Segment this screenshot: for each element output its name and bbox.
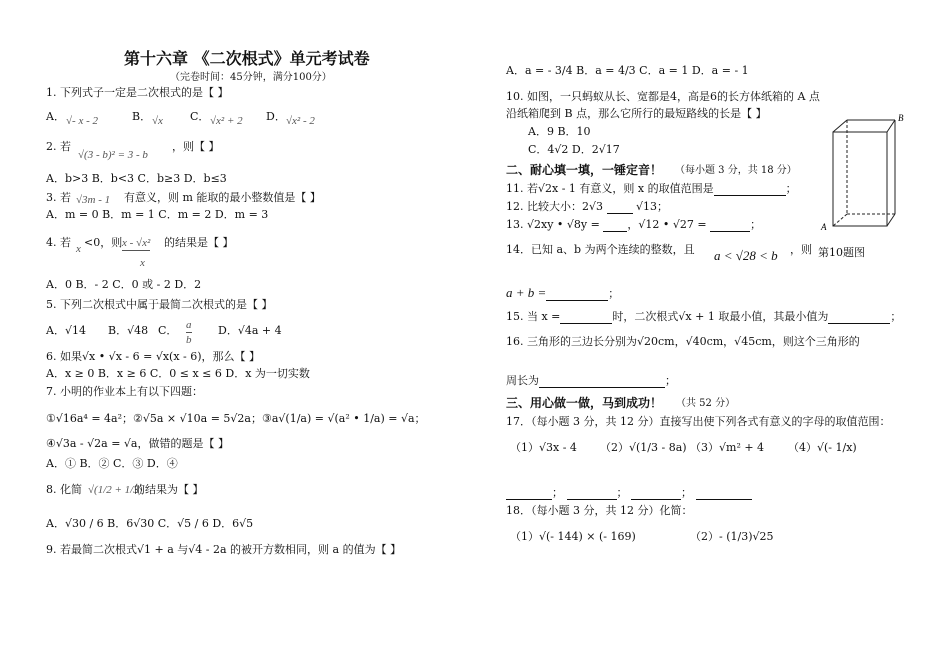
q8-stem-a: 8. 化简: [46, 483, 82, 496]
q2-stem-a: 2. 若: [46, 140, 71, 153]
q14-stem: 14．已知 a、b 为两个连续的整数，且: [506, 243, 695, 256]
q17-blank-2[interactable]: [567, 488, 617, 500]
label-a: A: [821, 222, 827, 232]
cuboid-front-face: [833, 132, 887, 226]
q14-sum-label: a + b =: [506, 285, 547, 300]
cuboid-hidden-depth-edge: [833, 214, 847, 226]
q12-blank[interactable]: [607, 202, 633, 214]
q17-stem: 17．（每小题 3 分，共 12 分）直接写出使下列各式有意义的字母的取值范围：: [506, 415, 891, 428]
q11-text: [506, 182, 797, 196]
section-2-note: （每小题 3 分，共 18 分）: [675, 165, 797, 176]
q15-mid: 时，二次根式√x + 1 取最小值，其最小值为: [612, 310, 829, 323]
q4-options: A．0 B．- 2 C．0 或 - 2 D．2: [46, 278, 202, 291]
q3-stem-b: 有意义，则 m 能取的最小整数值是【 】: [124, 191, 321, 204]
q13-blank-1[interactable]: [603, 220, 627, 232]
q13-tail: ；: [750, 218, 762, 231]
q1-opt-a: √- x - 2: [66, 115, 98, 127]
q12-label: 12. 比较大小：2√3: [506, 200, 607, 213]
q17-answer-blanks: [506, 486, 752, 500]
section-3-note: （共 52 分）: [676, 398, 736, 409]
label-b: B: [898, 113, 904, 123]
q17-part-2: （2）√(1/3 - 8a): [600, 441, 687, 454]
q17-part-4: （4）√(- 1/x): [788, 441, 857, 454]
q1-opt-a-label: A．: [46, 110, 65, 123]
q5-opt-c-label: C．: [158, 324, 178, 337]
q8-expr: √(1/2 + 1/3): [88, 484, 143, 496]
q11-blank[interactable]: [714, 184, 786, 196]
q2-stem-b: ，则【 】: [172, 140, 220, 153]
q16-label: 周长为: [506, 374, 539, 387]
q15-blank-2[interactable]: [828, 312, 890, 324]
q13-label: 13. √2xy • √8y =: [506, 218, 604, 231]
q13-text: [506, 218, 761, 232]
q11-label: 11. 若√2x - 1 有意义，则 x 的取值范围是: [506, 182, 714, 195]
q6-stem: 6. 如果√x • √x - 6 = √x(x - 6)，那么【 】: [46, 350, 261, 363]
q10-options-2: C．4√2 D．2√17: [528, 143, 620, 156]
q13-mid: ，√12 • √27 =: [627, 218, 711, 231]
q14-inequality: a < √28 < b: [714, 248, 778, 263]
q5-stem: 5. 下列二次根式中属于最简二次根式的是【 】: [46, 298, 273, 311]
q17-sep-1: ；: [552, 486, 563, 499]
q11-tail: ；: [785, 182, 797, 195]
q10-stem-1: 10. 如图，一只蚂蚁从长、宽都是4，高是6的长方体纸箱的 A 点: [506, 90, 820, 103]
q8-stem-b: 的结果为【 】: [134, 483, 204, 496]
q10-stem-2: 沿纸箱爬到 B 点，那么它所行的最短路线的长是【 】: [506, 107, 767, 120]
q2-expr: √(3 - b)² = 3 - b: [78, 149, 148, 161]
q18-stem: 18．（每小题 3 分，共 12 分）化简：: [506, 504, 693, 517]
q15-label: 15. 当 x =: [506, 310, 561, 323]
section-2-title: 二、耐心填一填，一锤定音！: [506, 163, 663, 177]
cuboid-top-left-edge: [833, 120, 847, 132]
q2-options: A．b>3 B．b<3 C．b≥3 D．b≤3: [46, 172, 227, 185]
page-subtitle: （完卷时间：45分钟，满分100分）: [170, 72, 332, 83]
q1-opt-b-label: B．: [132, 110, 152, 123]
q13-blank-2[interactable]: [710, 220, 750, 232]
q17-blank-1[interactable]: [506, 488, 552, 500]
q4-numerator: x - √x²: [122, 237, 151, 249]
q12-text: [506, 200, 668, 214]
q17-sep-2: ；: [616, 486, 628, 499]
q1-opt-d-label: D．: [266, 110, 286, 123]
q5-opt-a: A．√14: [46, 324, 86, 337]
q7-stem: 7. 小明的作业本上有以下四题：: [46, 385, 203, 398]
q16-stem: 16. 三角形的三边长分别为√20cm，√40cm，√45cm，则这个三角形的: [506, 335, 860, 348]
q18-part-1: （1）√(- 144) × (- 169): [510, 530, 636, 543]
q9-stem: 9. 若最简二次根式√1 + a 与√4 - 2a 的被开方数相同，则 a 的值为【 】: [46, 543, 402, 556]
q17-sep-3: ；: [681, 486, 692, 499]
section-3-title: 三、用心做一做，马到成功！: [506, 396, 663, 410]
q4-denominator: x: [140, 257, 145, 269]
cuboid-figure: [815, 112, 915, 234]
cuboid-top-right-edge: [887, 120, 895, 132]
q3-options: A．m = 0 B．m = 1 C．m = 2 D．m = 3: [46, 208, 269, 221]
q9-options: A．a = - 3/4 B．a = 4/3 C．a = 1 D．a = - 1: [506, 64, 749, 77]
q4-stem-b: <0，则: [84, 236, 123, 249]
q14-tail: ，则: [790, 243, 812, 256]
q10-caption: 第10题图: [818, 246, 865, 259]
q15-text: [506, 310, 901, 324]
q16-tail: ；: [665, 374, 676, 387]
q5-opt-b: B．√48: [108, 324, 149, 337]
cuboid-bottom-right-edge: [887, 214, 895, 226]
q14-blank[interactable]: [546, 289, 608, 301]
q4-x: x: [76, 243, 81, 255]
q17-blank-3[interactable]: [631, 488, 681, 500]
q12-tail: √13；: [632, 200, 669, 213]
q5-opt-c-num: a: [186, 319, 192, 331]
q1-opt-c: √x² + 2: [210, 115, 243, 127]
q17-blank-4[interactable]: [696, 488, 752, 500]
q10-options-1: A．9 B．10: [528, 125, 591, 138]
q14-line2: [506, 286, 619, 301]
page-title: 第十六章 《二次根式》单元考试卷: [124, 49, 370, 68]
q14-tail2: ；: [608, 287, 620, 300]
q8-options: A．√30 / 6 B．6√30 C．√5 / 6 D．6√5: [46, 517, 254, 530]
q1-opt-d: √x² - 2: [286, 115, 315, 127]
q6-options: A．x ≥ 0 B．x ≥ 6 C．0 ≤ x ≤ 6 D．x 为一切实数: [46, 367, 310, 380]
q7-line1: ①√16a⁴ = 4a²；②√5a × √10a = 5√2a；③a√(1/a) = √(a² • 1/a) = √a；: [46, 412, 426, 425]
q16-blank[interactable]: [539, 376, 665, 388]
q3-stem-a: 3. 若: [46, 191, 71, 204]
q4-stem-c: 的结果是【 】: [164, 236, 234, 249]
q7-line2: ④√3a - √2a = √a，做错的题是【 】: [46, 437, 229, 450]
q5-opt-d: D．√4a + 4: [218, 324, 282, 337]
q5-opt-c-den: b: [186, 334, 192, 346]
q1-stem: 1. 下列式子一定是二次根式的是【 】: [46, 86, 229, 99]
q3-expr: √3m - 1: [76, 194, 111, 206]
q1-opt-c-label: C．: [190, 110, 210, 123]
q18-part-2: （2）- (1/3)√25: [690, 530, 774, 543]
q1-opt-b: √x: [152, 115, 163, 127]
q16-line2: [506, 374, 676, 388]
q7-options: A．① B．② C．③ D．④: [46, 457, 178, 470]
q4-stem-a: 4. 若: [46, 236, 71, 249]
q15-tail: ；: [890, 310, 902, 323]
q17-part-3: （3）√m² + 4: [690, 441, 765, 454]
q17-part-1: （1）√3x - 4: [510, 441, 577, 454]
q15-blank-1[interactable]: [560, 312, 612, 324]
